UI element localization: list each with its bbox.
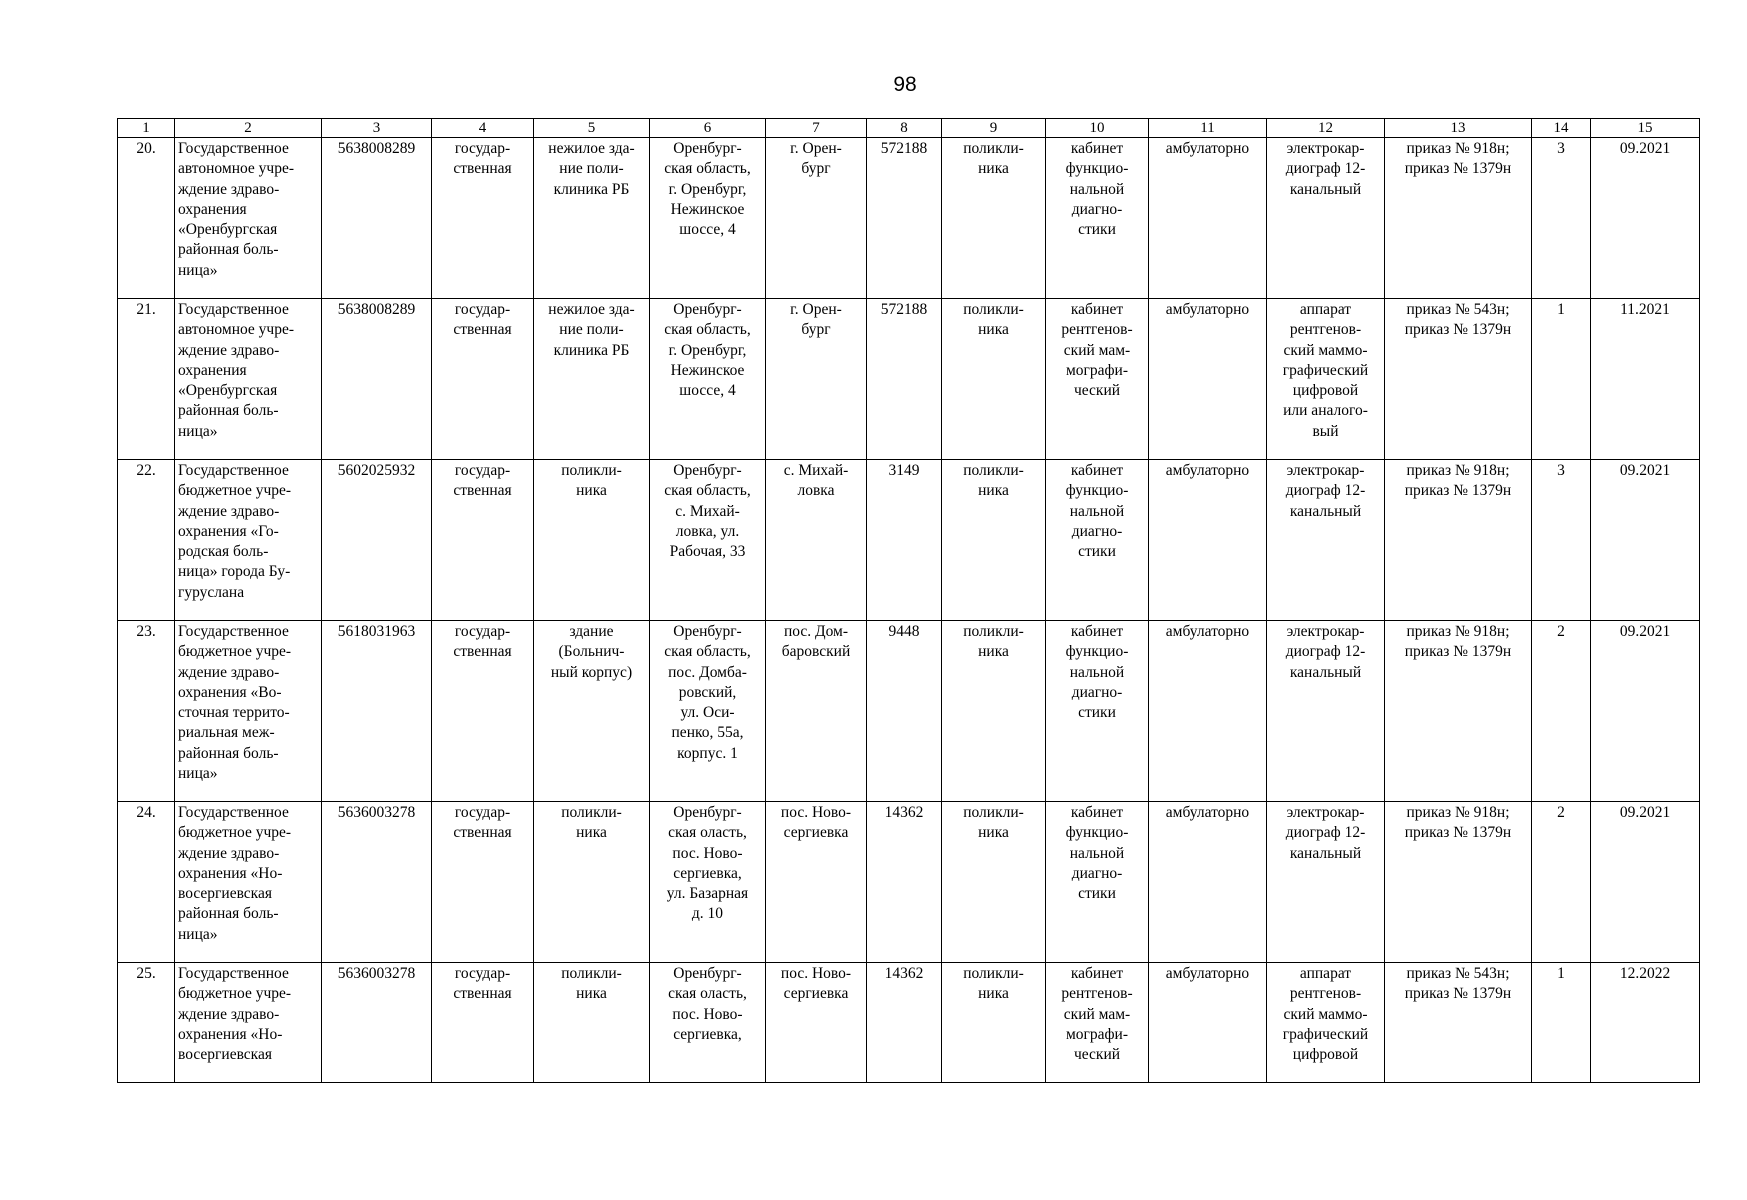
organization-cell: Государственное автономное учре- ждение здраво- охранения «Оренбургская районная боль- ница» [175,138,322,299]
inn-cell: 5602025932 [322,460,432,621]
address-cell: Оренбург- ская оласть, пос. Ново- сергиевка, ул. Базарная д. 10 [650,802,766,963]
page-number: 98 [893,73,917,96]
equipment-cell: электрокар- диограф 12- канальный [1267,138,1385,299]
population-cell: 572188 [867,138,942,299]
unit-cell: кабинет функцио- нальной диагно- стики [1046,460,1149,621]
quantity-cell: 3 [1532,460,1591,621]
inn-cell: 5638008289 [322,138,432,299]
date-cell: 09.2021 [1591,138,1700,299]
column-header: 15 [1591,119,1700,138]
address-cell: Оренбург- ская оласть, пос. Ново- сергиевка, [650,963,766,1083]
quantity-cell: 1 [1532,963,1591,1083]
column-header: 11 [1149,119,1267,138]
facility-type-cell: поликли- ника [942,621,1046,802]
column-header: 8 [867,119,942,138]
row-number-cell: 20. [118,138,175,299]
care-mode-cell: амбулаторно [1149,299,1267,460]
locality-cell: г. Орен- бург [766,138,867,299]
building-cell: нежилое зда- ние поли- клиника РБ [534,299,650,460]
care-mode-cell: амбулаторно [1149,802,1267,963]
locality-cell: пос. Ново- сергиевка [766,802,867,963]
column-header: 14 [1532,119,1591,138]
building-cell: нежилое зда- ние поли- клиника РБ [534,138,650,299]
row-number-cell: 22. [118,460,175,621]
population-cell: 14362 [867,802,942,963]
row-number-cell: 24. [118,802,175,963]
quantity-cell: 2 [1532,802,1591,963]
row-number-cell: 23. [118,621,175,802]
ownership-cell: государ- ственная [432,802,534,963]
column-header: 7 [766,119,867,138]
population-cell: 3149 [867,460,942,621]
order-cell: приказ № 918н; приказ № 1379н [1385,138,1532,299]
locality-cell: г. Орен- бург [766,299,867,460]
unit-cell: кабинет функцио- нальной диагно- стики [1046,138,1149,299]
address-cell: Оренбург- ская область, г. Оренбург, Нежинское шоссе, 4 [650,299,766,460]
order-cell: приказ № 543н; приказ № 1379н [1385,299,1532,460]
column-header: 1 [118,119,175,138]
row-number-cell: 25. [118,963,175,1083]
population-cell: 14362 [867,963,942,1083]
header-row [118,119,1700,138]
column-header: 9 [942,119,1046,138]
facility-type-cell: поликли- ника [942,460,1046,621]
building-cell: здание (Больнич- ный корпус) [534,621,650,802]
building-cell: поликли- ника [534,460,650,621]
ownership-cell: государ- ственная [432,963,534,1083]
population-cell: 572188 [867,299,942,460]
quantity-cell: 3 [1532,138,1591,299]
facility-type-cell: поликли- ника [942,802,1046,963]
table-row [118,802,1700,963]
column-header: 6 [650,119,766,138]
date-cell: 12.2022 [1591,963,1700,1083]
address-cell: Оренбург- ская область, г. Оренбург, Нежинское шоссе, 4 [650,138,766,299]
inn-cell: 5636003278 [322,802,432,963]
ownership-cell: государ- ственная [432,299,534,460]
equipment-cell: электрокар- диограф 12- канальный [1267,621,1385,802]
date-cell: 09.2021 [1591,621,1700,802]
care-mode-cell: амбулаторно [1149,138,1267,299]
inn-cell: 5636003278 [322,963,432,1083]
ownership-cell: государ- ственная [432,138,534,299]
equipment-cell: аппарат рентгенов- ский маммо- графический цифровой или аналого- вый [1267,299,1385,460]
unit-cell: кабинет функцио- нальной диагно- стики [1046,802,1149,963]
ownership-cell: государ- ственная [432,621,534,802]
unit-cell: кабинет рентгенов- ский мам- мографи- ческий [1046,963,1149,1083]
building-cell: поликли- ника [534,963,650,1083]
registry-table [117,118,1700,1083]
date-cell: 09.2021 [1591,802,1700,963]
unit-cell: кабинет функцио- нальной диагно- стики [1046,621,1149,802]
organization-cell: Государственное бюджетное учре- ждение здраво- охранения «Но- восергиевская [175,963,322,1083]
column-header: 3 [322,119,432,138]
equipment-cell: аппарат рентгенов- ский маммо- графический цифровой [1267,963,1385,1083]
column-header: 10 [1046,119,1149,138]
facility-type-cell: поликли- ника [942,963,1046,1083]
inn-cell: 5638008289 [322,299,432,460]
equipment-cell: электрокар- диограф 12- канальный [1267,802,1385,963]
ownership-cell: государ- ственная [432,460,534,621]
organization-cell: Государственное бюджетное учре- ждение здраво- охранения «Го- родская боль- ница» города Бу- гуруслана [175,460,322,621]
quantity-cell: 1 [1532,299,1591,460]
column-header: 4 [432,119,534,138]
equipment-cell: электрокар- диограф 12- канальный [1267,460,1385,621]
organization-cell: Государственное автономное учре- ждение здраво- охранения «Оренбургская районная боль- ница» [175,299,322,460]
table-row [118,621,1700,802]
table-row [118,963,1700,1083]
locality-cell: с. Михай- ловка [766,460,867,621]
facility-type-cell: поликли- ника [942,138,1046,299]
date-cell: 09.2021 [1591,460,1700,621]
care-mode-cell: амбулаторно [1149,621,1267,802]
locality-cell: пос. Дом- баровский [766,621,867,802]
table-row [118,138,1700,299]
order-cell: приказ № 543н; приказ № 1379н [1385,963,1532,1083]
address-cell: Оренбург- ская область, пос. Домба- ровский, ул. Оси- пенко, 55а, корпус. 1 [650,621,766,802]
order-cell: приказ № 918н; приказ № 1379н [1385,621,1532,802]
population-cell: 9448 [867,621,942,802]
organization-cell: Государственное бюджетное учре- ждение здраво- охранения «Во- сточная террито- риальная меж- районная боль- ница» [175,621,322,802]
column-header: 2 [175,119,322,138]
column-header: 5 [534,119,650,138]
quantity-cell: 2 [1532,621,1591,802]
column-header: 13 [1385,119,1532,138]
column-header: 12 [1267,119,1385,138]
table-row [118,460,1700,621]
building-cell: поликли- ника [534,802,650,963]
order-cell: приказ № 918н; приказ № 1379н [1385,460,1532,621]
order-cell: приказ № 918н; приказ № 1379н [1385,802,1532,963]
care-mode-cell: амбулаторно [1149,963,1267,1083]
care-mode-cell: амбулаторно [1149,460,1267,621]
locality-cell: пос. Ново- сергиевка [766,963,867,1083]
date-cell: 11.2021 [1591,299,1700,460]
facility-type-cell: поликли- ника [942,299,1046,460]
unit-cell: кабинет рентгенов- ский мам- мографи- ческий [1046,299,1149,460]
address-cell: Оренбург- ская область, с. Михай- ловка, ул. Рабочая, 33 [650,460,766,621]
row-number-cell: 21. [118,299,175,460]
table-row [118,299,1700,460]
organization-cell: Государственное бюджетное учре- ждение здраво- охранения «Но- восергиевская районная боль- ница» [175,802,322,963]
inn-cell: 5618031963 [322,621,432,802]
